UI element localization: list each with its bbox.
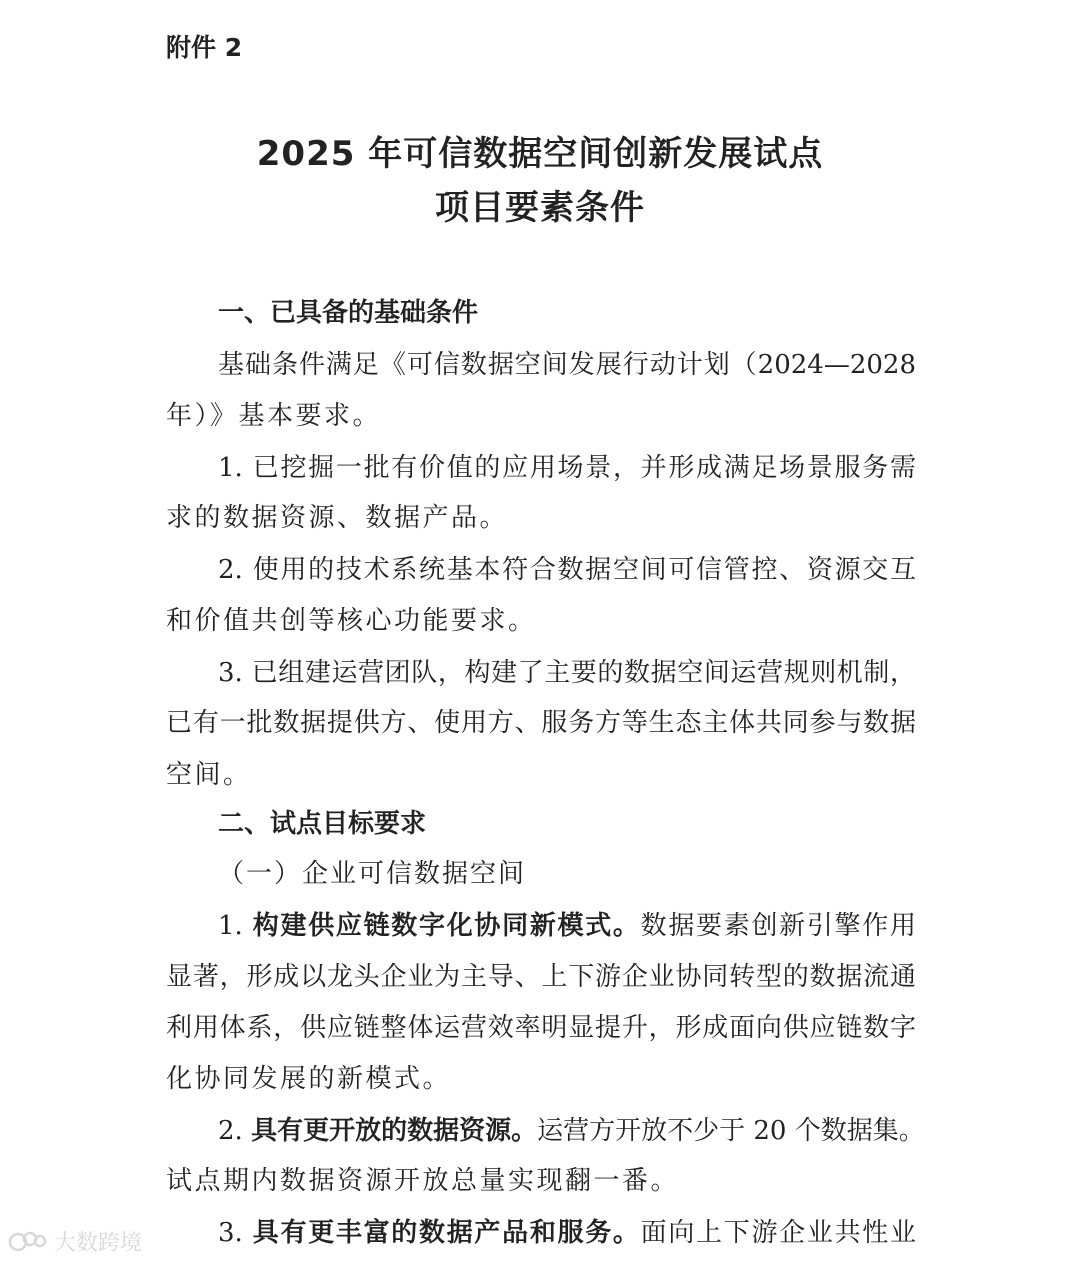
item-text: 运营方开放不少于 20 个数据集。 (537, 1116, 925, 1146)
section1-item3-line1: 3. 已组建运营团队，构建了主要的数据空间运营规则机制， (218, 658, 916, 688)
section2-item1-line2: 显著，形成以龙头企业为主导、上下游企业协同转型的数据流通 (166, 962, 916, 992)
watermark-logo-icon (8, 1229, 48, 1255)
item-keyword: 具有更丰富的数据产品和服务。 (252, 1218, 641, 1248)
item-text: 面向上下游企业共性业 (640, 1218, 916, 1248)
section1-item1-line2: 求的数据资源、数据产品。 (166, 503, 509, 533)
watermark (8, 1226, 142, 1257)
section2-item2-line2: 试点期内数据资源开放总量实现翻一番。 (166, 1166, 680, 1196)
document-title-line1: 2025 年可信数据空间创新发展试点 (256, 134, 824, 174)
section1-heading: 一、已具备的基础条件 (218, 298, 479, 328)
item-number: 1. (218, 911, 253, 941)
section2-item1-line4: 化协同发展的新模式。 (166, 1064, 452, 1094)
document-title-line2: 项目要素条件 (435, 188, 645, 228)
item-keyword: 构建供应链数字化协同新模式。 (252, 911, 641, 941)
section2-item2-line1 (218, 1110, 925, 1147)
item-text: 数据要素创新引擎作用 (640, 911, 916, 941)
section2-item1-line3: 利用体系，供应链整体运营效率明显提升，形成面向供应链数字 (166, 1013, 916, 1043)
section1-item2-line1: 2. 使用的技术系统基本符合数据空间可信管控、资源交互 (218, 555, 916, 585)
section2-item1-line1 (218, 905, 916, 942)
section1-item3-line3: 空间。 (166, 760, 252, 790)
item-number: 3. (218, 1218, 253, 1248)
section1-intro-line1: 基础条件满足《可信数据空间发展行动计划（2024—2028 (218, 350, 916, 380)
section2-item3-line1 (218, 1212, 916, 1249)
attachment-label: 附件 2 (166, 33, 243, 62)
item-keyword: 具有更开放的数据资源。 (251, 1116, 538, 1146)
section1-item3-line2: 已有一批数据提供方、使用方、服务方等生态主体共同参与数据 (166, 708, 916, 738)
section1-intro-line2: 年）》基本要求。 (166, 401, 382, 431)
section1-item1-line1: 1. 已挖掘一批有价值的应用场景，并形成满足场景服务需 (218, 453, 916, 483)
section2-heading: 二、试点目标要求 (218, 809, 427, 839)
section1-item2-line2: 和价值共创等核心功能要求。 (166, 606, 537, 636)
item-number: 2. (218, 1116, 252, 1146)
watermark-text: 大数跨境 (54, 1231, 143, 1256)
section2-subheading: （一）企业可信数据空间 (218, 859, 527, 889)
